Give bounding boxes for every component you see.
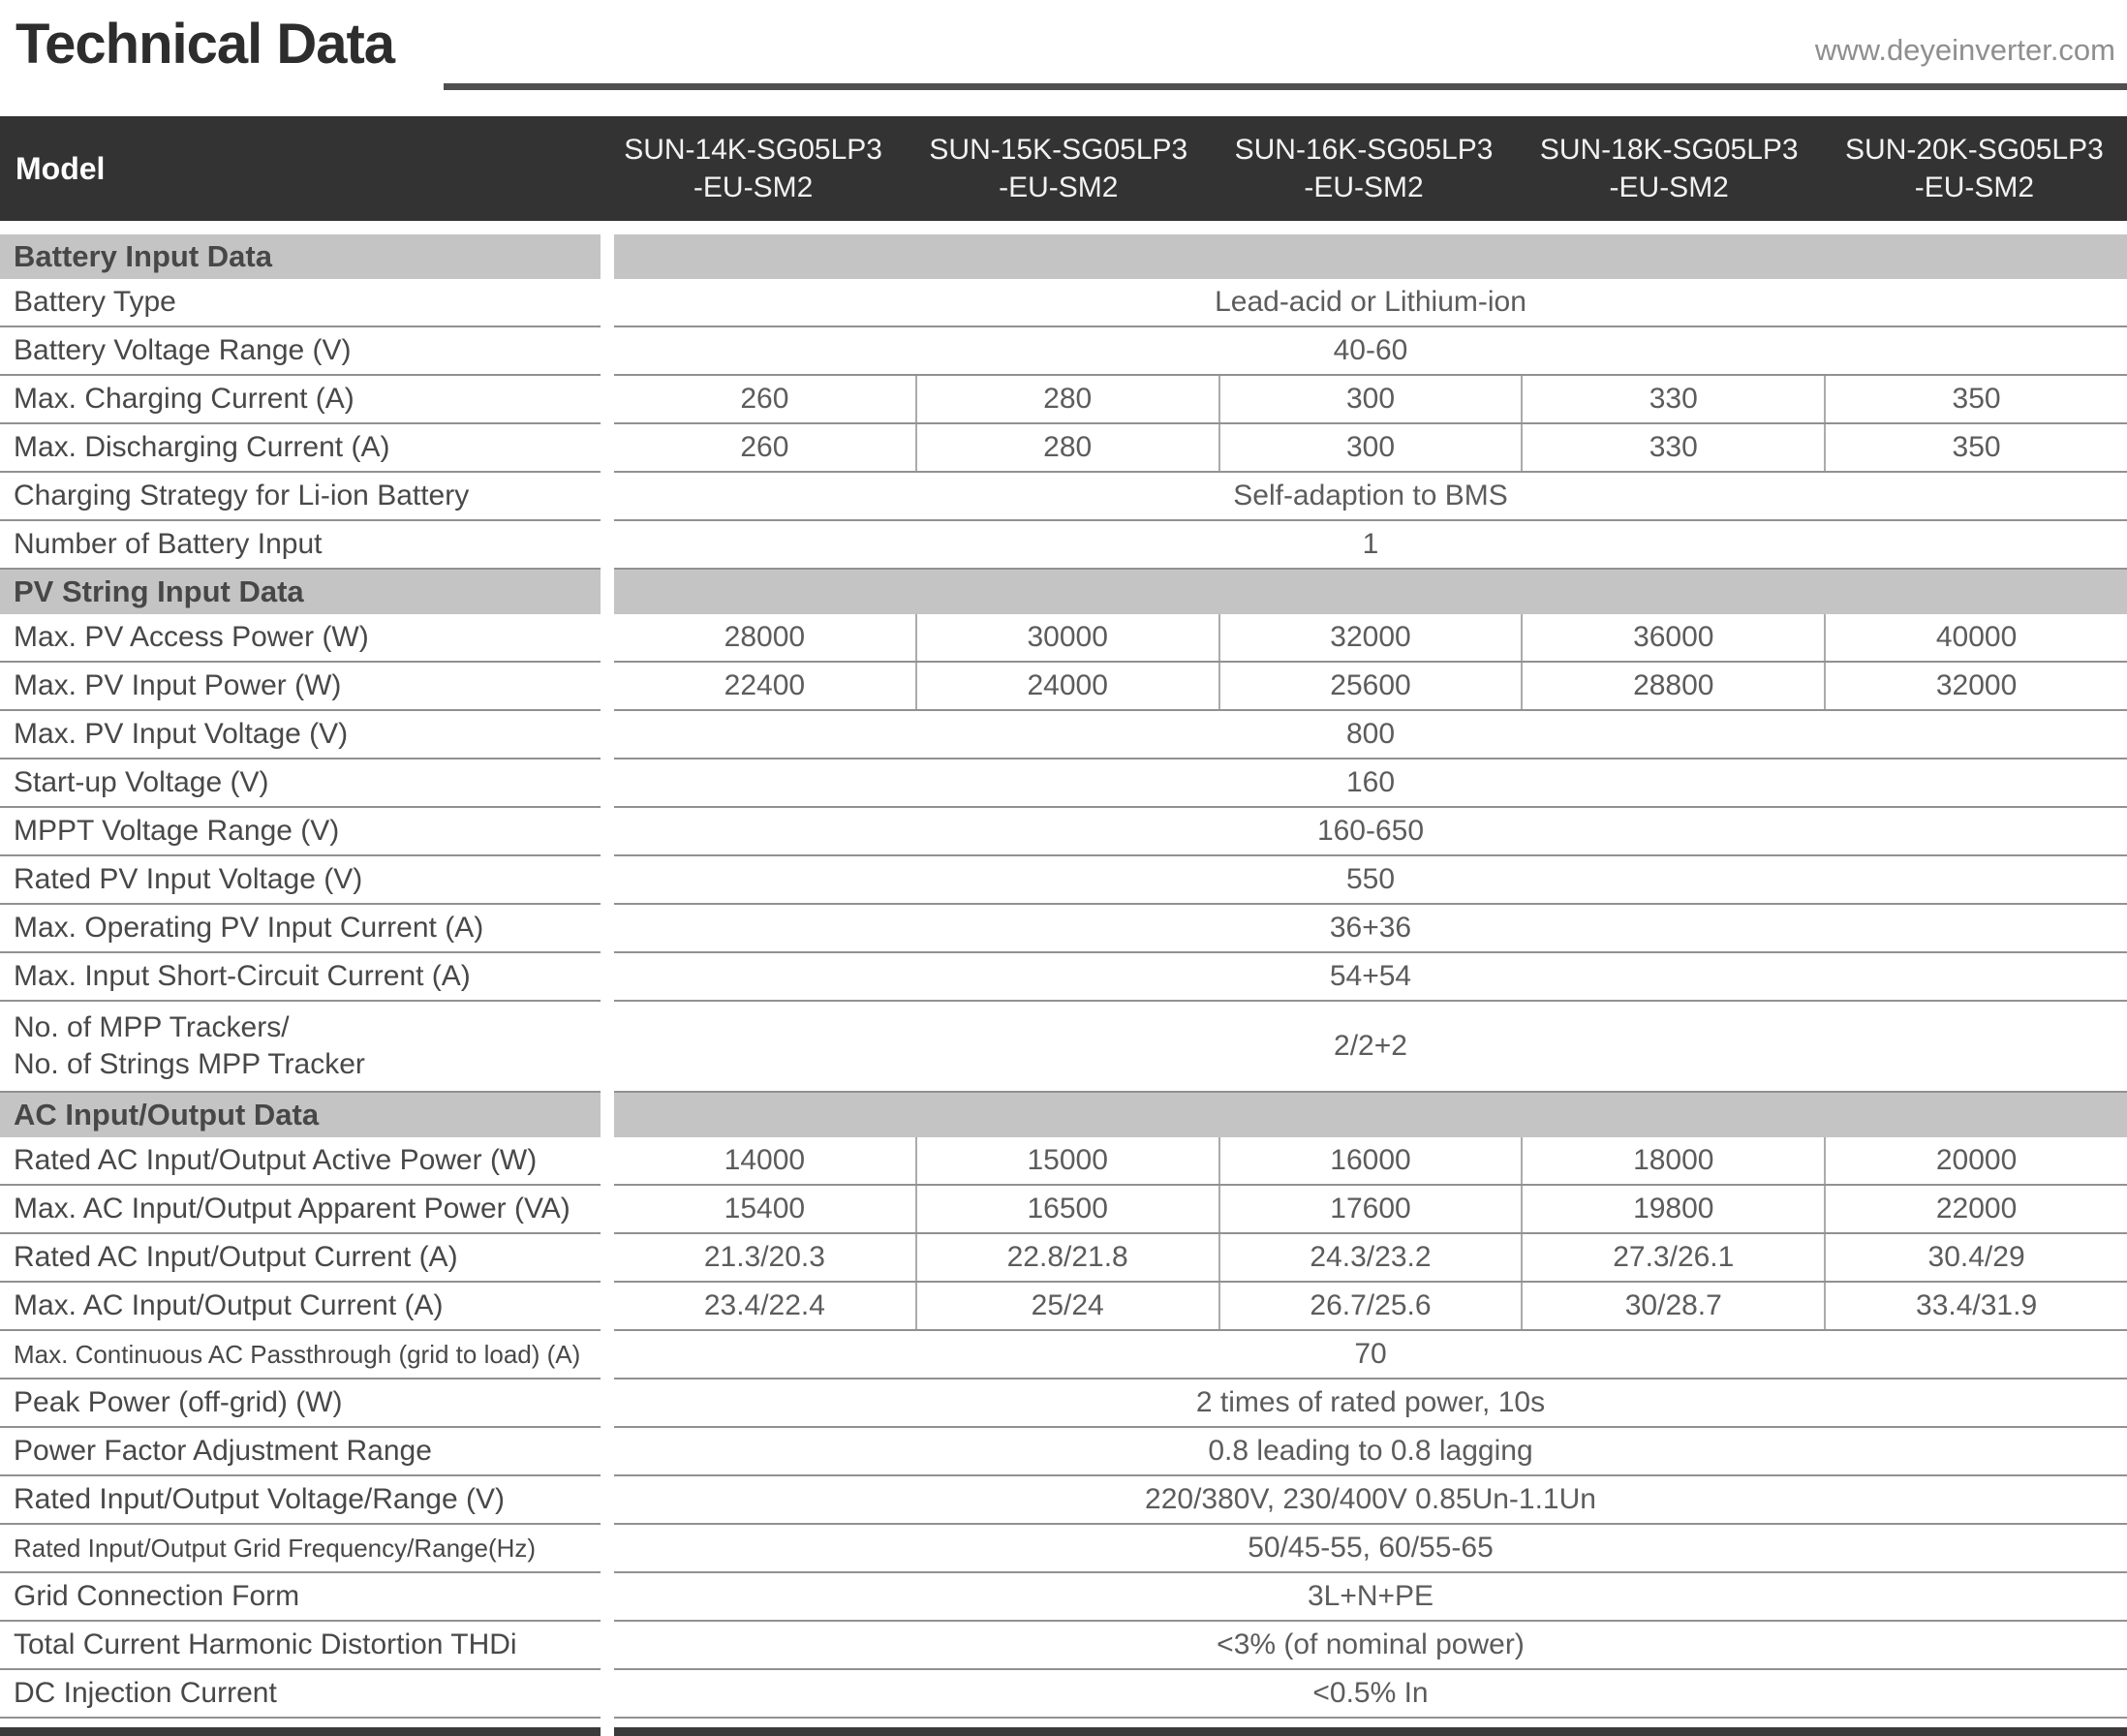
- value-cell: 17600: [1218, 1186, 1522, 1232]
- value-cell: 330: [1521, 376, 1824, 422]
- column-gap: [601, 376, 614, 424]
- row-values: [614, 760, 2127, 808]
- column-gap: [601, 1380, 614, 1428]
- value-cell: 32000: [1824, 663, 2127, 709]
- model-name: [601, 116, 906, 221]
- column-gap: [601, 1525, 614, 1573]
- row-label: [0, 953, 601, 1002]
- table-row: [0, 376, 2127, 424]
- section-header-band: [614, 1093, 2127, 1137]
- section-header: [0, 1093, 2127, 1137]
- table-row: [0, 614, 2127, 663]
- model-name-line2: -EU-SM2: [1304, 171, 1424, 203]
- value-cell: 280: [915, 424, 1218, 471]
- row-values: [614, 1002, 2127, 1093]
- value-cell: 30.4/29: [1824, 1234, 2127, 1281]
- section-header-band: [614, 234, 2127, 279]
- row-label-text: Max. Continuous AC Passthrough (grid to load) (A): [14, 1340, 581, 1369]
- row-values: [614, 424, 2127, 473]
- row-values: [614, 279, 2127, 327]
- table-row: [0, 1380, 2127, 1428]
- column-gap: [601, 424, 614, 473]
- row-label: [0, 905, 601, 953]
- table-row: [0, 1622, 2127, 1670]
- value-cell: 40000: [1824, 614, 2127, 661]
- row-values: [614, 1525, 2127, 1573]
- table-row: [0, 856, 2127, 905]
- model-name-line1: SUN-18K-SG05LP3: [1539, 134, 1799, 166]
- row-label-text: Number of Battery Input: [14, 528, 323, 560]
- value-span: 70: [1354, 1338, 1387, 1370]
- value-span: 160-650: [1316, 815, 1425, 847]
- column-gap: [601, 570, 614, 614]
- table-row: [0, 905, 2127, 953]
- row-values: [614, 1234, 2127, 1283]
- value-cell: 15000: [915, 1137, 1218, 1184]
- column-gap: [601, 614, 614, 663]
- row-label: [0, 279, 601, 327]
- value-cell: 16000: [1218, 1137, 1522, 1184]
- model-name-line1: SUN-14K-SG05LP3: [624, 134, 882, 166]
- row-values: [614, 663, 2127, 711]
- column-gap: [601, 1622, 614, 1670]
- row-values: [614, 1428, 2127, 1476]
- spec-table: [0, 234, 2127, 1719]
- model-name: [1822, 116, 2127, 221]
- section-header: [0, 234, 2127, 279]
- value-cell: 22000: [1824, 1186, 2127, 1232]
- row-label: [0, 711, 601, 760]
- row-label: [0, 1186, 601, 1234]
- row-values: [614, 1573, 2127, 1622]
- table-row: [0, 663, 2127, 711]
- row-label: [0, 327, 601, 376]
- row-label: [0, 1331, 601, 1380]
- row-label: [0, 1573, 601, 1622]
- value-cell: 260: [740, 383, 789, 415]
- table-row: [0, 760, 2127, 808]
- value-cell: 350: [1824, 376, 2127, 422]
- row-label-text: Max. PV Input Voltage (V): [14, 718, 349, 750]
- row-label-text: Start-up Voltage (V): [14, 766, 269, 798]
- row-values: [614, 1283, 2127, 1331]
- row-values: [614, 473, 2127, 521]
- website-link[interactable]: www.deyeinverter.com: [1814, 33, 2115, 67]
- cutoff-strip-gap: [601, 1727, 614, 1736]
- value-cell: 22400: [724, 669, 806, 701]
- value-cell: 26.7/25.6: [1218, 1283, 1522, 1329]
- table-row: [0, 1234, 2127, 1283]
- value-span: 36+36: [1329, 912, 1412, 944]
- row-label-text: Rated AC Input/Output Active Power (W): [14, 1144, 538, 1176]
- row-label: [0, 1525, 601, 1573]
- model-columns: [601, 116, 2127, 221]
- table-row: [0, 279, 2127, 327]
- row-label-text: Power Factor Adjustment Range: [14, 1435, 432, 1467]
- model-name-line1: SUN-16K-SG05LP3: [1234, 134, 1494, 166]
- column-gap: [601, 1331, 614, 1380]
- column-gap: [601, 1670, 614, 1719]
- row-label-text-line2: No. of Strings MPP Tracker: [14, 1048, 365, 1080]
- column-gap: [601, 905, 614, 953]
- value-span: 54+54: [1329, 960, 1412, 992]
- page-title: Technical Data: [15, 13, 395, 76]
- value-cell: 22.8/21.8: [915, 1234, 1218, 1281]
- row-label-text: Battery Type: [14, 286, 176, 318]
- column-gap: [601, 521, 614, 570]
- row-label-text: Battery Voltage Range (V): [14, 334, 352, 366]
- value-cell: 24.3/23.2: [1218, 1234, 1522, 1281]
- column-gap: [601, 808, 614, 856]
- value-cell: 32000: [1218, 614, 1522, 661]
- row-values: [614, 1380, 2127, 1428]
- table-row: [0, 711, 2127, 760]
- table-row: [0, 1476, 2127, 1525]
- row-label-text: Max. AC Input/Output Apparent Power (VA): [14, 1193, 570, 1224]
- table-row: [0, 1525, 2127, 1573]
- cutoff-next-section-strip: [0, 1727, 2127, 1736]
- section-header: [0, 570, 2127, 614]
- row-label-text: Max. PV Access Power (W): [14, 621, 369, 653]
- column-gap: [601, 711, 614, 760]
- row-label: [0, 521, 601, 570]
- table-row: [0, 1428, 2127, 1476]
- value-cell: 28800: [1521, 663, 1824, 709]
- row-label: [0, 376, 601, 424]
- table-row: [0, 521, 2127, 570]
- table-row: [0, 1670, 2127, 1719]
- value-span: 2/2+2: [1334, 1030, 1407, 1062]
- row-label-text: Grid Connection Form: [14, 1580, 300, 1612]
- column-gap: [601, 1137, 614, 1186]
- column-gap: [601, 327, 614, 376]
- model-name: [1517, 116, 1822, 221]
- row-label-text: Max. Input Short-Circuit Current (A): [14, 960, 471, 992]
- value-span: 220/380V, 230/400V 0.85Un-1.1Un: [1145, 1483, 1596, 1515]
- value-span: 1: [1362, 528, 1379, 560]
- section-title: PV String Input Data: [0, 570, 601, 614]
- row-label-text: Rated Input/Output Voltage/Range (V): [14, 1483, 505, 1515]
- row-values: [614, 711, 2127, 760]
- row-values: [614, 808, 2127, 856]
- value-cell: 30000: [915, 614, 1218, 661]
- table-row: [0, 1186, 2127, 1234]
- row-label-text: Rated Input/Output Grid Frequency/Range(Hz): [14, 1534, 537, 1563]
- section-title: AC Input/Output Data: [0, 1093, 601, 1137]
- row-label-text: MPPT Voltage Range (V): [14, 815, 340, 847]
- model-header-row: [0, 116, 2127, 221]
- row-values: [614, 1331, 2127, 1380]
- column-gap: [601, 1573, 614, 1622]
- value-cell: 28000: [724, 621, 806, 653]
- row-label: [0, 663, 601, 711]
- row-label: [0, 1283, 601, 1331]
- row-label-text: Rated PV Input Voltage (V): [14, 863, 363, 895]
- model-name-line2: -EU-SM2: [693, 171, 814, 203]
- row-values: [614, 327, 2127, 376]
- row-values: [614, 1186, 2127, 1234]
- row-values: [614, 376, 2127, 424]
- row-label: [0, 856, 601, 905]
- row-label-text: Total Current Harmonic Distortion THDi: [14, 1628, 517, 1660]
- value-span: 800: [1345, 718, 1396, 750]
- value-span: 0.8 leading to 0.8 lagging: [1208, 1435, 1533, 1467]
- value-span: 40-60: [1333, 334, 1408, 366]
- row-label-text: DC Injection Current: [14, 1677, 277, 1709]
- value-cell: 14000: [724, 1144, 806, 1176]
- table-row: [0, 1283, 2127, 1331]
- row-label: [0, 1137, 601, 1186]
- row-label-text: Max. PV Input Power (W): [14, 669, 342, 701]
- value-span: 3L+N+PE: [1307, 1580, 1434, 1612]
- row-label: [0, 1622, 601, 1670]
- row-values: [614, 1476, 2127, 1525]
- row-label-text: Max. Operating PV Input Current (A): [14, 912, 484, 944]
- row-label: [0, 1234, 601, 1283]
- row-label: [0, 760, 601, 808]
- value-span: 550: [1345, 863, 1396, 895]
- table-row: [0, 424, 2127, 473]
- value-cell: 300: [1218, 376, 1522, 422]
- column-gap: [601, 279, 614, 327]
- row-values: [614, 856, 2127, 905]
- column-gap: [601, 953, 614, 1002]
- value-cell: 23.4/22.4: [703, 1289, 825, 1321]
- row-label: [0, 1476, 601, 1525]
- model-name-line2: -EU-SM2: [1914, 171, 2035, 203]
- value-span: 2 times of rated power, 10s: [1195, 1386, 1546, 1418]
- value-cell: 16500: [915, 1186, 1218, 1232]
- value-cell: 15400: [724, 1193, 806, 1224]
- model-name-line1: SUN-20K-SG05LP3: [1845, 134, 2104, 166]
- value-cell: 30/28.7: [1521, 1283, 1824, 1329]
- row-label-text: Rated AC Input/Output Current (A): [14, 1241, 458, 1273]
- row-values: [614, 521, 2127, 570]
- title-underline: [444, 83, 2127, 90]
- row-label-text: Peak Power (off-grid) (W): [14, 1386, 343, 1418]
- model-name-line1: SUN-15K-SG05LP3: [929, 134, 1188, 166]
- table-row: [0, 1137, 2127, 1186]
- table-row: [0, 1331, 2127, 1380]
- model-name: [1211, 116, 1516, 221]
- column-gap: [601, 1476, 614, 1525]
- column-gap: [601, 1234, 614, 1283]
- value-cell: 36000: [1521, 614, 1824, 661]
- value-cell: 330: [1521, 424, 1824, 471]
- row-label: [0, 1002, 601, 1093]
- column-gap: [601, 473, 614, 521]
- value-cell: 260: [740, 431, 789, 463]
- value-cell: 280: [915, 376, 1218, 422]
- row-label-text: Max. Discharging Current (A): [14, 431, 390, 463]
- section-title: Battery Input Data: [0, 234, 601, 279]
- value-cell: 300: [1218, 424, 1522, 471]
- row-values: [614, 614, 2127, 663]
- column-gap: [601, 1002, 614, 1093]
- model-name-line2: -EU-SM2: [999, 171, 1119, 203]
- row-label-text: Max. AC Input/Output Current (A): [14, 1289, 444, 1321]
- value-span: <3% (of nominal power): [1217, 1628, 1525, 1660]
- column-gap: [601, 760, 614, 808]
- value-cell: 27.3/26.1: [1521, 1234, 1824, 1281]
- row-values: [614, 953, 2127, 1002]
- value-cell: 350: [1824, 424, 2127, 471]
- row-label: [0, 1380, 601, 1428]
- model-column-label: Model: [15, 150, 106, 186]
- row-label: [0, 614, 601, 663]
- row-label: [0, 473, 601, 521]
- row-label-text: No. of MPP Trackers/: [14, 1011, 290, 1043]
- model-name: [906, 116, 1211, 221]
- value-cell: 20000: [1824, 1137, 2127, 1184]
- page-header: [0, 0, 2127, 116]
- value-cell: 33.4/31.9: [1824, 1283, 2127, 1329]
- row-label-text: Charging Strategy for Li-ion Battery: [14, 480, 470, 512]
- value-span: Self-adaption to BMS: [1233, 480, 1508, 512]
- column-gap: [601, 1283, 614, 1331]
- row-label: [0, 424, 601, 473]
- table-row: [0, 327, 2127, 376]
- table-row: [0, 1573, 2127, 1622]
- table-row: [0, 808, 2127, 856]
- model-name-line2: -EU-SM2: [1609, 171, 1729, 203]
- value-cell: 24000: [915, 663, 1218, 709]
- value-cell: 19800: [1521, 1186, 1824, 1232]
- column-gap: [601, 663, 614, 711]
- column-gap: [601, 1428, 614, 1476]
- value-cell: 25/24: [915, 1283, 1218, 1329]
- value-cell: 21.3/20.3: [703, 1241, 825, 1273]
- value-cell: 25600: [1218, 663, 1522, 709]
- value-cell: 18000: [1521, 1137, 1824, 1184]
- value-span: Lead-acid or Lithium-ion: [1215, 286, 1526, 318]
- column-gap: [601, 856, 614, 905]
- row-label: [0, 1670, 601, 1719]
- value-span: 50/45-55, 60/55-65: [1248, 1532, 1494, 1564]
- value-span: 160: [1345, 766, 1396, 798]
- row-label-text: Max. Charging Current (A): [14, 383, 354, 415]
- row-values: [614, 1137, 2127, 1186]
- row-label: [0, 1428, 601, 1476]
- column-gap: [601, 1186, 614, 1234]
- row-label: [0, 808, 601, 856]
- row-values: [614, 905, 2127, 953]
- section-header-band: [614, 570, 2127, 614]
- cutoff-strip-label-segment: [0, 1727, 601, 1736]
- value-span: <0.5% In: [1312, 1677, 1429, 1709]
- table-row: [0, 473, 2127, 521]
- column-gap: [601, 234, 614, 279]
- table-row: [0, 953, 2127, 1002]
- table-row: [0, 1002, 2127, 1093]
- row-values: [614, 1670, 2127, 1719]
- row-values: [614, 1622, 2127, 1670]
- column-gap: [601, 1093, 614, 1137]
- cutoff-strip-data-segment: [614, 1727, 2127, 1736]
